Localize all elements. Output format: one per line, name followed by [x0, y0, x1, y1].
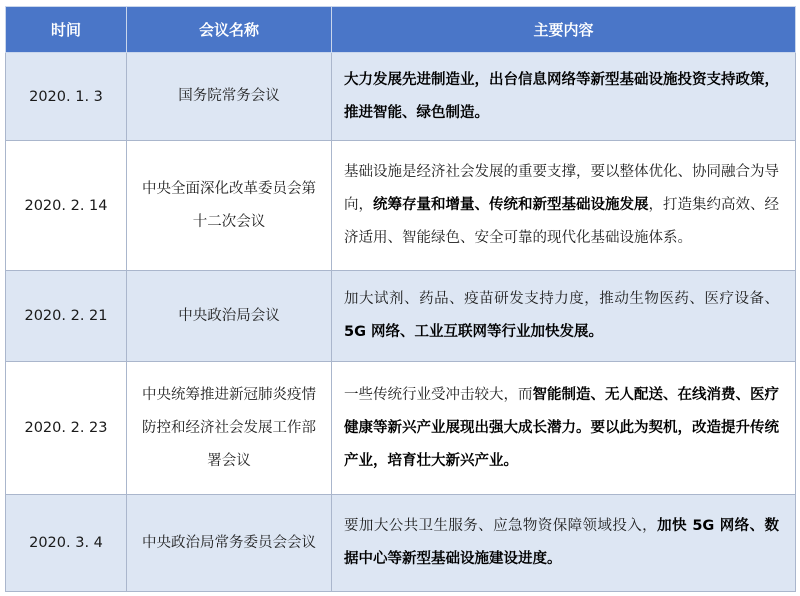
- table-row: [6, 141, 796, 271]
- table-header-row: [6, 7, 796, 53]
- content-bold-segment: 大力发展先进制造业，出台信息网络等新型基础设施投资支持政策，推进智能、绿色制造。: [344, 71, 779, 121]
- meeting-cell: 国务院常务会议: [127, 53, 332, 141]
- content-cell: [332, 271, 796, 362]
- table-row: [6, 271, 796, 362]
- content-cell: [332, 53, 796, 141]
- content-cell: [332, 141, 796, 271]
- content-bold-segment: 5G 网络、工业互联网等行业加快发展。: [344, 324, 604, 340]
- content-text-segment: 加大试剂、药品、疫苗研发支持力度，推动生物医药、医疗设备、: [344, 291, 779, 307]
- policy-meetings-table: [5, 6, 796, 592]
- meeting-cell: 中央政治局会议: [127, 271, 332, 362]
- content-text-segment: 一些传统行业受冲击较大，而: [344, 386, 533, 403]
- date-cell: 2020. 3. 4: [6, 495, 127, 592]
- header-meeting-name: 会议名称: [127, 7, 332, 53]
- date-cell: 2020. 2. 14: [6, 141, 127, 271]
- header-date: 时间: [6, 7, 127, 53]
- table-row: [6, 362, 796, 495]
- content-cell: [332, 362, 796, 495]
- meeting-cell: 中央统筹推进新冠肺炎疫情防控和经济社会发展工作部署会议: [127, 362, 332, 495]
- content-text-segment: ，打造集约高效、经济适用、智能绿色、安全可靠的现代化基础设施体系。: [344, 197, 779, 246]
- content-text-segment: 基础设施是经济社会发展的重要支撑，要以整体优化、协同融合为导向，: [344, 164, 779, 213]
- content-bold-segment: 加快 5G 网络、数据中心等新型基础设施建设进度。: [344, 518, 780, 567]
- table-row: [6, 53, 796, 141]
- header-main-content: 主要内容: [332, 7, 796, 53]
- table-row: [6, 495, 796, 592]
- date-cell: 2020. 2. 21: [6, 271, 127, 362]
- date-cell: 2020. 1. 3: [6, 53, 127, 141]
- date-cell: 2020. 2. 23: [6, 362, 127, 495]
- content-text-segment: 要加大公共卫生服务、应急物资保障领域投入，: [344, 518, 658, 534]
- content-cell: [332, 495, 796, 592]
- content-bold-segment: 智能制造、无人配送、在线消费、医疗健康等新兴产业展现出强大成长潜力。要以此为契机，改造提升传统产业，培育壮大新兴产业。: [344, 386, 779, 469]
- meeting-cell: 中央全面深化改革委员会第十二次会议: [127, 141, 332, 271]
- content-bold-segment: 统筹存量和增量、传统和新型基础设施发展: [373, 197, 649, 213]
- meeting-cell: 中央政治局常务委员会会议: [127, 495, 332, 592]
